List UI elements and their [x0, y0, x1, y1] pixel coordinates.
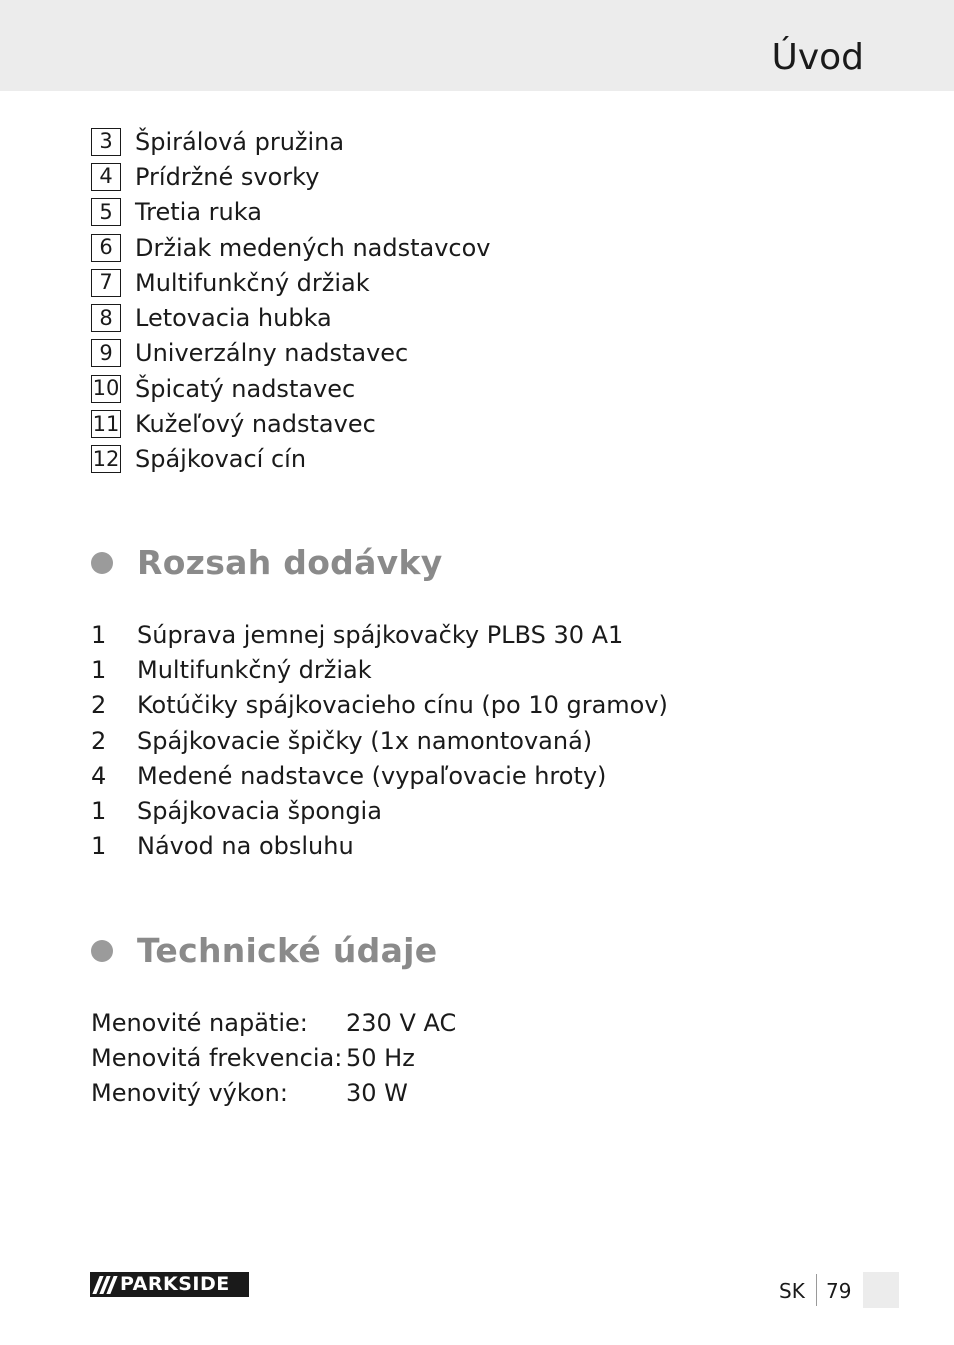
supply-qty: 1	[91, 655, 107, 684]
parts-list	[91, 124, 491, 477]
supply-label: Kotúčiky spájkovacieho cínu (po 10 gramov)	[137, 691, 668, 720]
logo-slashes-icon	[90, 1272, 114, 1297]
part-row	[91, 300, 491, 335]
part-number-box: 12	[91, 445, 121, 473]
page-title: Úvod	[771, 37, 864, 78]
spec-value: 230 V AC	[346, 1008, 457, 1037]
supply-qty: 2	[91, 691, 107, 720]
part-label: Spájkovací cín	[135, 445, 307, 474]
part-number-box: 8	[91, 304, 121, 332]
supply-item	[91, 758, 668, 793]
supply-item	[91, 688, 668, 723]
page-number: 79	[826, 1279, 852, 1303]
supply-label: Medené nadstavce (vypaľovacie hroty)	[137, 761, 607, 790]
part-label: Letovacia hubka	[135, 304, 332, 333]
part-row	[91, 406, 491, 441]
supply-label: Návod na obsluhu	[137, 832, 354, 861]
part-row	[91, 124, 491, 159]
spec-label: Menovitá frekvencia:	[91, 1043, 343, 1072]
part-number-box: 7	[91, 269, 121, 297]
part-label: Tretia ruka	[135, 198, 262, 227]
spec-table	[91, 1005, 456, 1110]
part-row	[91, 265, 491, 300]
part-label: Špicatý nadstavec	[135, 374, 356, 403]
part-number-box: 11	[91, 410, 121, 438]
spec-value: 30 W	[346, 1078, 408, 1107]
logo-text: PARKSIDE	[120, 1273, 230, 1295]
footer-tab-marker	[863, 1272, 899, 1308]
footer-language: SK	[779, 1279, 805, 1303]
part-row	[91, 159, 491, 194]
supply-qty: 1	[91, 797, 107, 826]
part-label: Kužeľový nadstavec	[135, 410, 376, 439]
part-number-box: 9	[91, 339, 121, 367]
supply-label: Spájkovacia špongia	[137, 797, 382, 826]
spec-row	[91, 1075, 456, 1110]
parkside-logo	[90, 1272, 249, 1297]
section-heading-specs	[91, 931, 437, 970]
part-label: Držiak medených nadstavcov	[135, 233, 491, 262]
footer-divider	[816, 1274, 817, 1306]
part-label: Univerzálny nadstavec	[135, 339, 409, 368]
spec-row	[91, 1040, 456, 1075]
section-title: Rozsah dodávky	[137, 543, 443, 582]
part-number-box: 3	[91, 128, 121, 156]
part-row	[91, 336, 491, 371]
part-label: Prídržné svorky	[135, 162, 320, 191]
section-heading-supply	[91, 543, 443, 582]
supply-label: Multifunkčný držiak	[137, 655, 372, 684]
supply-item	[91, 829, 668, 864]
supply-item	[91, 723, 668, 758]
spec-row	[91, 1005, 456, 1040]
supply-qty: 1	[91, 620, 107, 649]
supply-label: Spájkovacie špičky (1x namontovaná)	[137, 726, 593, 755]
spec-label: Menovité napätie:	[91, 1008, 308, 1037]
spec-label: Menovitý výkon:	[91, 1078, 288, 1107]
supply-qty: 4	[91, 761, 107, 790]
supply-label: Súprava jemnej spájkovačky PLBS 30 A1	[137, 620, 624, 649]
bullet-icon	[91, 552, 113, 574]
part-row	[91, 442, 491, 477]
part-number-box: 5	[91, 198, 121, 226]
supply-qty: 2	[91, 726, 107, 755]
supply-item	[91, 793, 668, 828]
spec-value: 50 Hz	[346, 1043, 415, 1072]
part-number-box: 10	[91, 375, 121, 403]
part-number-box: 6	[91, 234, 121, 262]
part-label: Multifunkčný držiak	[135, 268, 370, 297]
supply-list	[91, 617, 668, 864]
part-row	[91, 230, 491, 265]
bullet-icon	[91, 940, 113, 962]
supply-qty: 1	[91, 832, 107, 861]
supply-item	[91, 652, 668, 687]
part-number-box: 4	[91, 163, 121, 191]
part-row	[91, 195, 491, 230]
part-row	[91, 371, 491, 406]
part-label: Špirálová pružina	[135, 127, 345, 156]
supply-item	[91, 617, 668, 652]
section-title: Technické údaje	[137, 931, 438, 970]
